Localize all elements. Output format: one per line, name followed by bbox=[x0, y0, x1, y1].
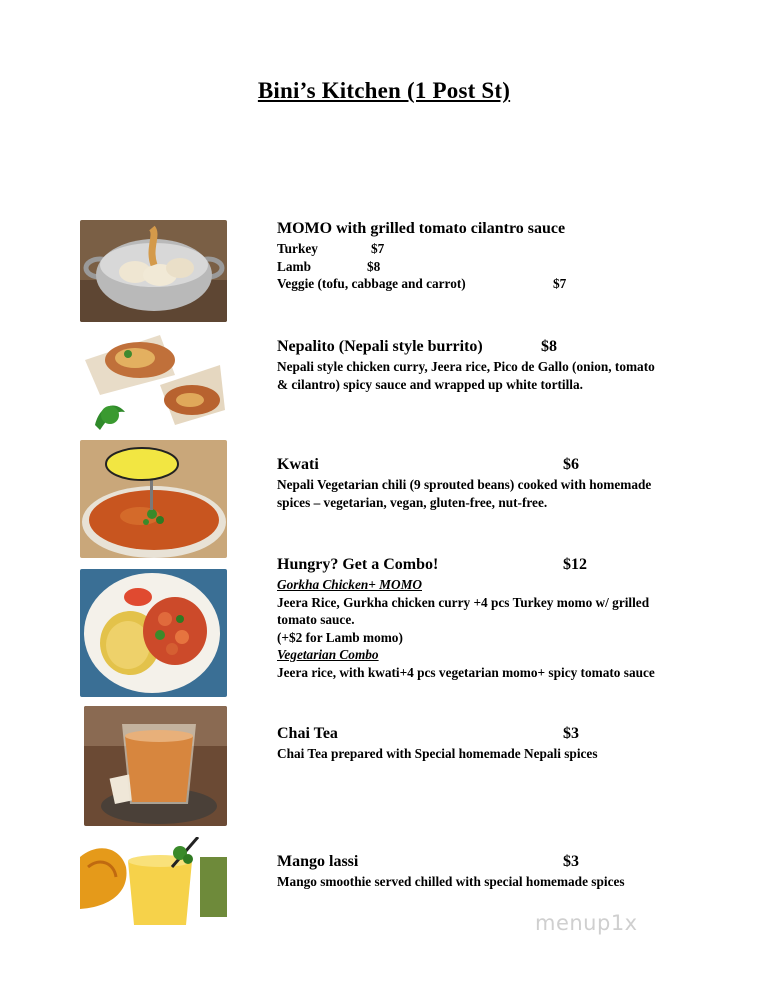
menu-item-combo bbox=[277, 556, 697, 681]
watermark: menup1x bbox=[535, 911, 638, 935]
menu-item-chai bbox=[277, 725, 697, 763]
momo-photo bbox=[80, 220, 227, 322]
menu-item-momo bbox=[277, 220, 697, 293]
option-price: $7 bbox=[553, 276, 567, 291]
item-price: $3 bbox=[563, 725, 579, 742]
item-description: Nepali style chicken curry, Jeera rice, Pico de Gallo (onion, tomato & cilantro) spicy sauce and wrapped up white tortilla. bbox=[277, 359, 655, 392]
lassi-photo bbox=[80, 837, 227, 925]
item-price: $3 bbox=[563, 853, 579, 870]
item-name: Chai Tea bbox=[277, 725, 338, 742]
item-price: $12 bbox=[563, 556, 587, 573]
menu-item-nepalito bbox=[277, 338, 697, 393]
option-row bbox=[277, 240, 697, 258]
option-label: Veggie (tofu, cabbage and carrot) bbox=[277, 276, 466, 291]
option-price: $8 bbox=[367, 258, 381, 274]
combo-description: Jeera Rice, Gurkha chicken curry +4 pcs Turkey momo w/ grilled tomato sauce. bbox=[277, 594, 650, 627]
combo-title: Vegetarian Combo bbox=[277, 647, 379, 662]
menu-item-kwati bbox=[277, 456, 697, 511]
item-name: Nepalito (Nepali style burrito) bbox=[277, 338, 483, 355]
combo-description: Jeera rice, with kwati+4 pcs vegetarian momo+ spicy tomato sauce bbox=[277, 664, 655, 680]
item-description: Mango smoothie served chilled with special homemade spices bbox=[277, 874, 625, 889]
combo-photo bbox=[80, 569, 227, 697]
item-name: MOMO with grilled tomato cilantro sauce bbox=[277, 220, 566, 237]
item-name: Kwati bbox=[277, 456, 319, 473]
item-name: Mango lassi bbox=[277, 853, 359, 870]
item-description: Chai Tea prepared with Special homemade Nepali spices bbox=[277, 746, 598, 761]
option-price: $7 bbox=[371, 241, 385, 256]
item-price: $8 bbox=[541, 338, 557, 355]
menu-item-mango-lassi bbox=[277, 853, 697, 891]
chai-photo bbox=[84, 706, 227, 826]
item-name: Hungry? Get a Combo! bbox=[277, 556, 439, 573]
option-row bbox=[277, 258, 697, 276]
combo-title: Gorkha Chicken+ MOMO bbox=[277, 577, 422, 592]
option-row bbox=[277, 275, 697, 293]
page-title: Bini’s Kitchen (1 Post St) bbox=[257, 78, 511, 103]
item-description: Nepali Vegetarian chili (9 sprouted beans) cooked with homemade spices – vegetarian, vegan, gluten-free, nut-free. bbox=[277, 477, 652, 510]
burrito-photo bbox=[80, 330, 227, 433]
kwati-photo bbox=[80, 440, 227, 558]
combo-note: (+$2 for Lamb momo) bbox=[277, 629, 403, 645]
item-price: $6 bbox=[563, 456, 579, 473]
option-label: Turkey bbox=[277, 241, 318, 256]
option-label: Lamb bbox=[277, 258, 311, 274]
